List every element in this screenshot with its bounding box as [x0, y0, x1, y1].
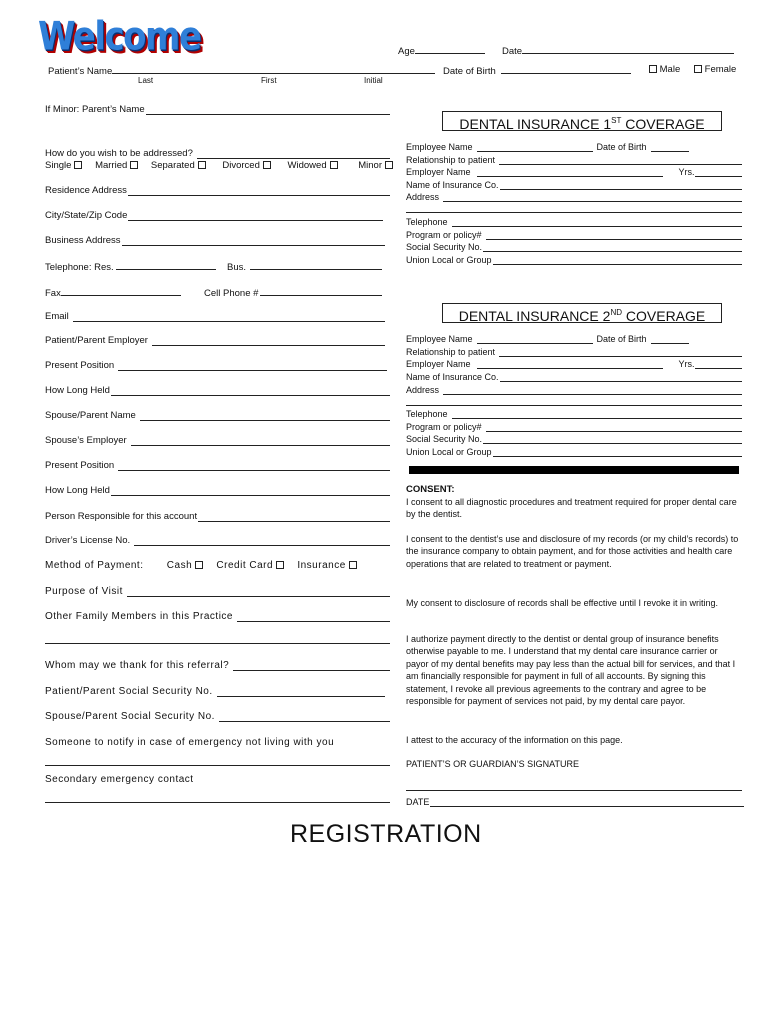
business-address-field[interactable]: Business Address: [45, 235, 385, 246]
credit-card-option[interactable]: Credit Card: [216, 560, 284, 571]
referral-field[interactable]: Whom may we thank for this referral?: [45, 660, 390, 671]
checkbox-icon: [694, 65, 702, 73]
family-members-line[interactable]: [45, 643, 390, 644]
employer-field[interactable]: Patient/Parent Employer: [45, 335, 385, 346]
date-field[interactable]: Date: [502, 44, 734, 57]
welcome-logo: Welcome: [38, 14, 201, 60]
payment-method: Method of Payment: Cash Credit Card Insurance: [45, 560, 357, 571]
last-label: Last: [138, 76, 154, 85]
ins2-policy-field[interactable]: Program or policy#: [406, 422, 742, 432]
ins1-relationship-field[interactable]: Relationship to patient: [406, 155, 742, 165]
ins1-employee-field[interactable]: Employee Name Date of Birth: [406, 142, 742, 152]
divorced-option[interactable]: Divorced: [222, 160, 271, 171]
ins2-employee-field[interactable]: Employee Name Date of Birth: [406, 334, 742, 344]
consent-paragraph-4: I authorize payment directly to the dentist or dental group of insurance benefits otherwise payable to me. I understand that my dental care insurance carrier or payor of my dental benefits may pay less than the actual bill for services, and that I am financially responsible for payment in full of all accounts. By signing this statement, I revoke all previous agreements to the contrary and agree to be responsible for payment of services not paid, by my dental care payor.: [406, 634, 736, 707]
female-checkbox[interactable]: Female: [691, 64, 736, 75]
emergency-contact-label: Someone to notify in case of emergency not living with you: [45, 737, 335, 748]
minor-parent-field[interactable]: If Minor: Parent’s Name: [45, 104, 390, 115]
minor-option[interactable]: Minor: [358, 160, 393, 171]
cell-phone-field[interactable]: Cell Phone #: [204, 286, 382, 299]
checkbox-icon: [130, 161, 138, 169]
separated-option[interactable]: Separated: [151, 160, 206, 171]
ins1-address-line[interactable]: [406, 212, 742, 213]
consent-heading: CONSENT:: [406, 484, 455, 495]
insurance-1-heading: DENTAL INSURANCE 1ST COVERAGE: [442, 111, 722, 131]
how-long-held-2-field[interactable]: How Long Held: [45, 485, 390, 496]
marital-status-options: [45, 160, 393, 171]
emergency-contact-line[interactable]: [45, 765, 390, 766]
ins1-ssn-field[interactable]: Social Security No.: [406, 242, 742, 252]
checkbox-icon: [276, 561, 284, 569]
ins2-company-field[interactable]: Name of Insurance Co.: [406, 372, 742, 382]
section-divider: [409, 466, 739, 474]
patient-name-field[interactable]: Patient’s Name: [48, 64, 435, 77]
insurance-option[interactable]: Insurance: [297, 560, 356, 571]
signature-line[interactable]: [406, 790, 742, 791]
ins2-union-field[interactable]: Union Local or Group: [406, 447, 742, 457]
first-label: First: [261, 76, 277, 85]
consent-paragraph-2: I consent to the dentist’s use and disclosure of my records (or my child’s records) to the insurance company to obtain payment, and for those activities and health care operations that are related to treatment or payment.: [406, 534, 739, 569]
telephone-res-field[interactable]: Telephone: Res.: [45, 260, 216, 273]
patient-ssn-field[interactable]: Patient/Parent Social Security No.: [45, 686, 385, 697]
ins2-ssn-field[interactable]: Social Security No.: [406, 434, 742, 444]
insurance-2-heading: DENTAL INSURANCE 2ND COVERAGE: [442, 303, 722, 323]
telephone-bus-field[interactable]: Bus.: [227, 260, 382, 273]
purpose-of-visit-field[interactable]: Purpose of Visit: [45, 586, 390, 597]
ins1-address-field[interactable]: Address: [406, 192, 742, 202]
address-preference-field[interactable]: How do you wish to be addressed?: [45, 148, 390, 159]
checkbox-icon: [198, 161, 206, 169]
page-title: REGISTRATION: [290, 820, 482, 848]
secondary-contact-label: Secondary emergency contact: [45, 774, 194, 785]
spouse-ssn-field[interactable]: Spouse/Parent Social Security No.: [45, 711, 390, 722]
ins2-address-line[interactable]: [406, 405, 742, 406]
consent-paragraph-5: I attest to the accuracy of the information on this page.: [406, 735, 623, 745]
ins2-employer-field[interactable]: Employer Name Yrs.: [406, 359, 742, 369]
ins1-telephone-field[interactable]: Telephone: [406, 217, 742, 227]
city-state-zip-field[interactable]: City/State/Zip Code: [45, 210, 383, 221]
checkbox-icon: [330, 161, 338, 169]
checkbox-icon: [349, 561, 357, 569]
widowed-option[interactable]: Widowed: [288, 160, 338, 171]
ins2-address-field[interactable]: Address: [406, 385, 742, 395]
consent-paragraph-1: I consent to all diagnostic procedures and treatment required for proper dental care by the dentist.: [406, 497, 737, 520]
patient-dob-field[interactable]: Date of Birth: [443, 64, 631, 77]
married-option[interactable]: Married: [95, 160, 138, 171]
checkbox-icon: [74, 161, 82, 169]
ins2-telephone-field[interactable]: Telephone: [406, 409, 742, 419]
checkbox-icon: [195, 561, 203, 569]
spouse-employer-field[interactable]: Spouse’s Employer: [45, 435, 390, 446]
residence-address-field[interactable]: Residence Address: [45, 185, 390, 196]
single-option[interactable]: Single: [45, 160, 82, 171]
ins1-company-field[interactable]: Name of Insurance Co.: [406, 180, 742, 190]
fax-field[interactable]: Fax: [45, 286, 181, 299]
family-members-field[interactable]: Other Family Members in this Practice: [45, 611, 390, 622]
email-field[interactable]: Email: [45, 311, 385, 322]
present-position-field[interactable]: Present Position: [45, 360, 387, 371]
consent-paragraph-3: My consent to disclosure of records shall be effective until I revoke it in writing.: [406, 598, 718, 608]
age-field[interactable]: Age: [398, 44, 485, 57]
checkbox-icon: [385, 161, 393, 169]
signature-label: PATIENT’S OR GUARDIAN’S SIGNATURE: [406, 759, 580, 769]
checkbox-icon: [263, 161, 271, 169]
cash-option[interactable]: Cash: [167, 560, 203, 571]
consent-date-field[interactable]: DATE: [406, 797, 744, 807]
ins2-relationship-field[interactable]: Relationship to patient: [406, 347, 742, 357]
male-checkbox[interactable]: Male: [646, 64, 680, 75]
responsible-party-field[interactable]: Person Responsible for this account: [45, 511, 390, 522]
how-long-held-field[interactable]: How Long Held: [45, 385, 390, 396]
ins1-policy-field[interactable]: Program or policy#: [406, 230, 742, 240]
secondary-contact-line[interactable]: [45, 802, 390, 803]
checkbox-icon: [649, 65, 657, 73]
ins1-employer-field[interactable]: Employer Name Yrs.: [406, 167, 742, 177]
ins1-union-field[interactable]: Union Local or Group: [406, 255, 742, 265]
initial-label: Initial: [364, 76, 383, 85]
drivers-license-field[interactable]: Driver’s License No.: [45, 535, 390, 546]
spouse-name-field[interactable]: Spouse/Parent Name: [45, 410, 390, 421]
present-position-2-field[interactable]: Present Position: [45, 460, 390, 471]
